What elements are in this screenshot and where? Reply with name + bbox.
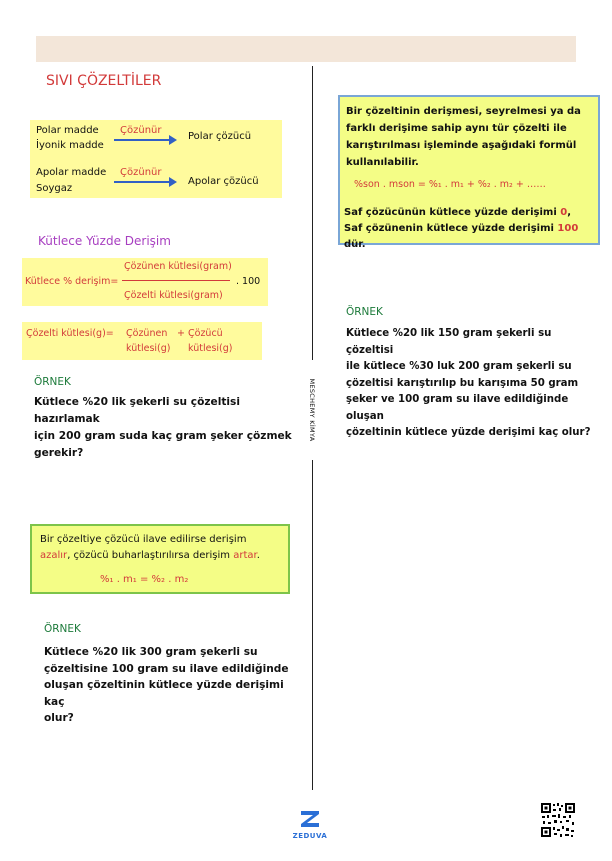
dilution-line1: Bir çözeltiye çözücü ilave edilirse derişim xyxy=(40,534,247,545)
dilution-text xyxy=(40,532,285,564)
dilution-formula: %₁ . m₁ = %₂ . m₂ xyxy=(100,574,189,585)
mixing-line: Bir çözeltinin derişmesi, seyrelmesi ya da xyxy=(346,106,581,117)
z-logo-icon xyxy=(299,810,321,828)
apolar-right: Apolar çözücü xyxy=(188,176,259,187)
dilution-end: . xyxy=(256,550,260,561)
question-line: için 200 gram suda kaç gram şeker çözmek xyxy=(34,430,292,442)
word-decreases: azalır xyxy=(40,550,68,561)
fraction-bar xyxy=(122,280,230,281)
mass-term2-b: kütlesi(g) xyxy=(188,343,233,354)
polar-right: Polar çözücü xyxy=(188,131,252,142)
arrow-right-icon xyxy=(169,135,177,145)
header-band xyxy=(36,36,576,62)
percent-formula-box xyxy=(22,258,268,306)
mass-label: Çözelti kütlesi(g)= xyxy=(26,328,114,339)
dilution-box xyxy=(30,524,290,594)
mixing-text xyxy=(346,103,596,171)
apolar-arrow-line xyxy=(114,181,170,183)
word-increases: artar xyxy=(233,550,257,561)
pure-solvent-value: 0 xyxy=(560,207,568,218)
pure-solute-end: dür. xyxy=(344,239,366,250)
formula-multiplier: . 100 xyxy=(236,276,261,287)
polar-left-1: Polar madde xyxy=(36,125,99,136)
pure-solute-value: 100 xyxy=(557,223,579,234)
qr-code-icon xyxy=(540,802,576,838)
polar-verb: Çözünür xyxy=(120,125,162,136)
mixing-formula: %son . mson = %₁ . m₁ + %₂ . m₂ + …… xyxy=(354,179,546,190)
side-label-text: MESCHEMY KİMYA xyxy=(308,378,316,442)
formula-label: Kütlece % derişim= xyxy=(25,276,119,287)
zeduva-logo xyxy=(290,810,330,840)
question-line: Kütlece %20 lik 150 gram şekerli su çözeltisi xyxy=(346,328,552,356)
mass-plus: + xyxy=(177,328,185,339)
question-line: çözeltinin kütlece yüzde derişimi kaç olur? xyxy=(346,427,591,438)
arrow-right-icon xyxy=(169,177,177,187)
logo-text: ZEDUVA xyxy=(292,832,328,840)
question-line: çözeltisine 100 gram su ilave edildiğinde xyxy=(44,662,289,675)
mass-term1-a: Çözünen xyxy=(126,328,168,339)
example-label: ÖRNEK xyxy=(346,306,383,318)
mixing-box xyxy=(338,95,600,250)
pure-notes xyxy=(344,205,600,253)
mass-term2-a: Çözücü xyxy=(188,328,223,339)
mixing-line: farklı derişime sahip aynı tür çözelti ile xyxy=(346,123,567,134)
apolar-left-1: Apolar madde xyxy=(36,167,107,178)
apolar-verb: Çözünür xyxy=(120,167,162,178)
dilution-mid: , çözücü buharlaştırılırsa derişim xyxy=(67,550,231,561)
mass-formula-box xyxy=(22,322,262,360)
mass-term1-b: kütlesi(g) xyxy=(126,343,171,354)
example-question-1 xyxy=(34,394,304,462)
question-line: çözeltisi karıştırılıp bu karışıma 50 gram xyxy=(346,377,579,389)
example-label: ÖRNEK xyxy=(34,376,71,388)
question-line: oluşan çözeltinin kütlece yüzde derişimi kaç xyxy=(44,679,284,708)
question-line: Kütlece %20 lik şekerli su çözeltisi hazırlamak xyxy=(34,396,240,425)
mixing-line: kullanılabilir. xyxy=(346,157,419,168)
example-question-3 xyxy=(346,326,601,442)
pure-solvent-text: Saf çözücünün kütlece yüzde derişimi xyxy=(344,207,557,218)
example-question-2 xyxy=(44,644,304,727)
polar-left-2: İyonik madde xyxy=(36,140,104,151)
pure-solute-text: Saf çözünenin kütlece yüzde derişimi xyxy=(344,223,554,234)
question-line: Kütlece %20 lik 300 gram şekerli su xyxy=(44,646,258,658)
question-line: gerekir? xyxy=(34,447,84,459)
mixing-line: karıştırılması işleminde aşağıdaki formül xyxy=(346,140,577,151)
question-line: ile kütlece %30 luk 200 gram şekerli su xyxy=(346,361,572,372)
section-heading: Kütlece Yüzde Derişim xyxy=(38,234,171,248)
formula-denominator: Çözelti kütlesi(gram) xyxy=(124,290,223,301)
polar-arrow-line xyxy=(114,139,170,141)
page-title: SIVI ÇÖZELTİLER xyxy=(46,73,162,89)
question-line: olur? xyxy=(44,712,74,724)
formula-numerator: Çözünen kütlesi(gram) xyxy=(124,261,232,272)
example-label: ÖRNEK xyxy=(44,623,81,635)
question-line: şeker ve 100 gram su ilave edildiğinde oluşan xyxy=(346,394,569,422)
solubility-box xyxy=(30,120,282,198)
apolar-left-2: Soygaz xyxy=(36,183,73,194)
pure-solvent-end: , xyxy=(567,207,572,218)
